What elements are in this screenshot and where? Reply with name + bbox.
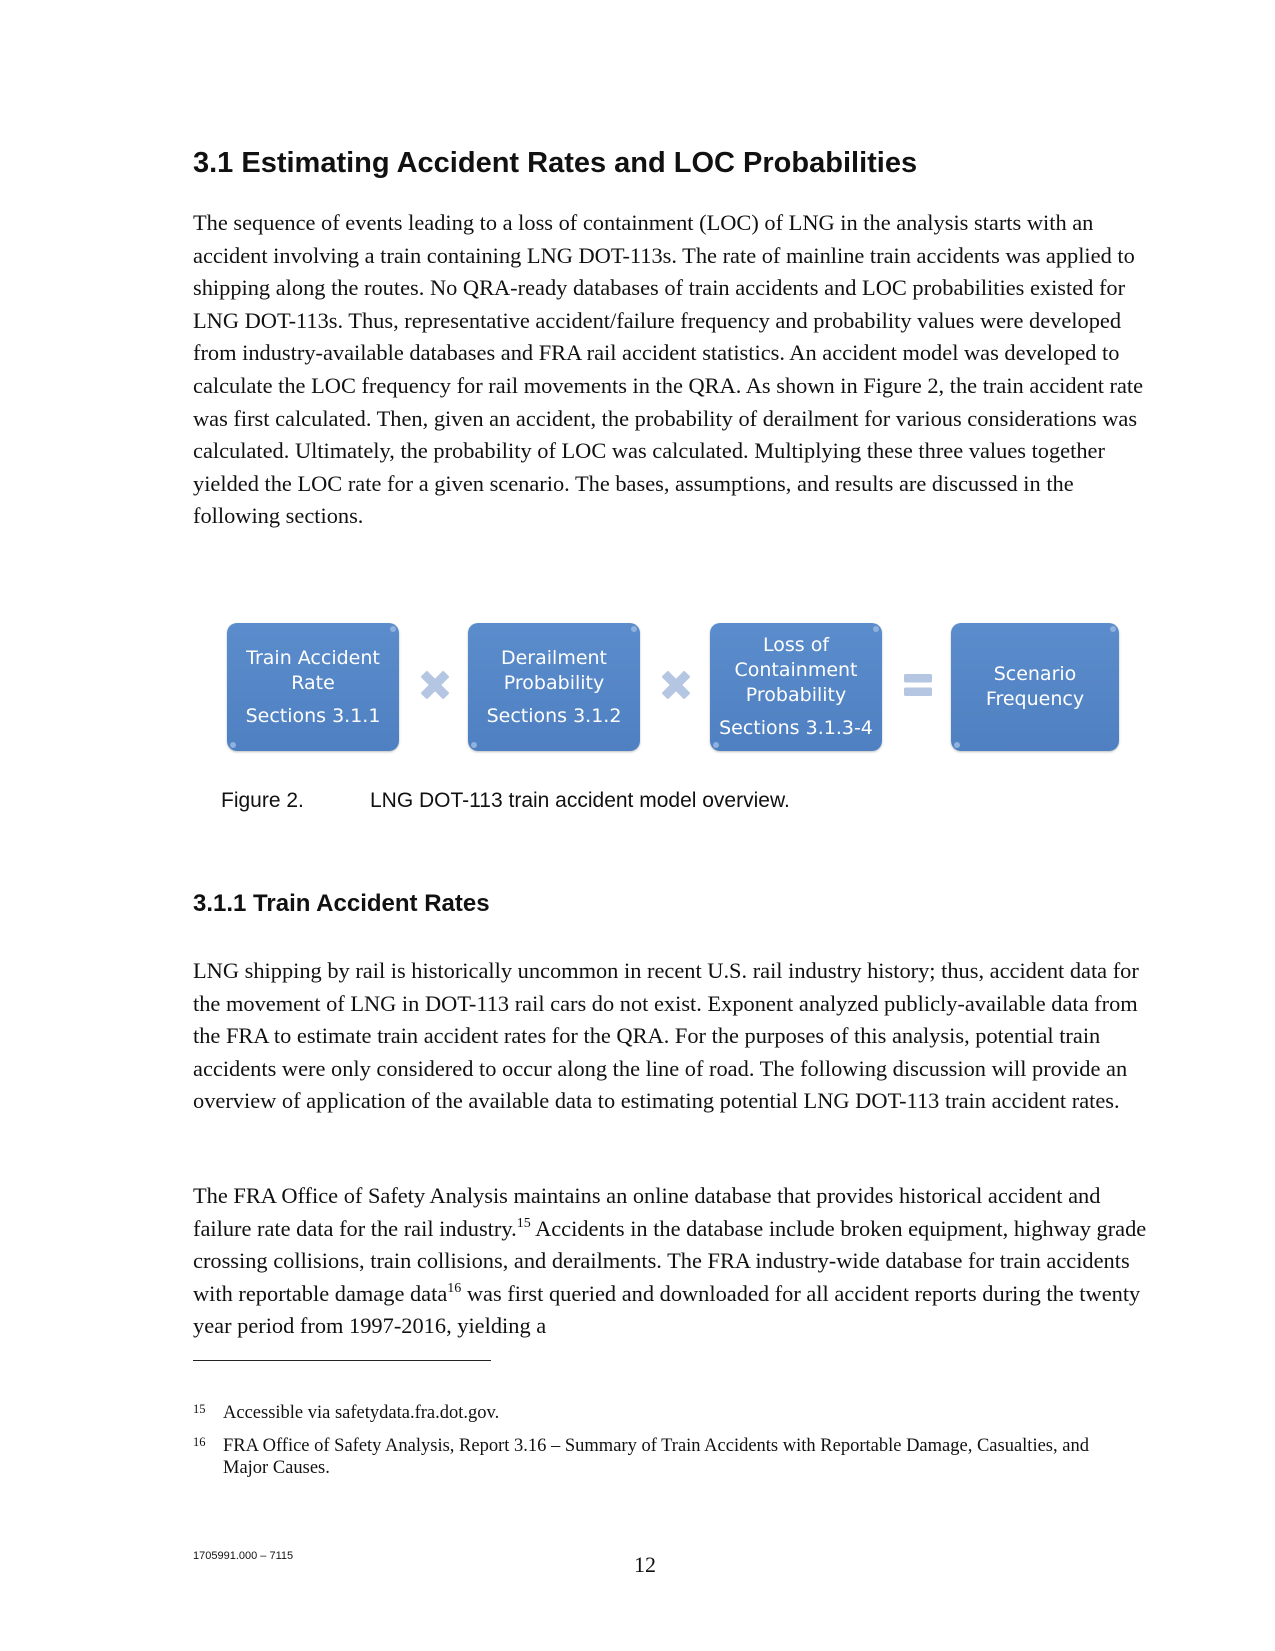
- document-id: 1705991.000 – 7115: [193, 1550, 294, 1562]
- box-corner-dot: [713, 742, 719, 748]
- footnote-number: 16: [193, 1435, 206, 1449]
- section-paragraph-text: The sequence of events leading to a loss of containment (LOC) of LNG in the analysis starts with an accident involving a train containing LNG DOT-113s. The rate of mainline train accidents was applied to shipping along the routes. No QRA-ready databases of train accidents and LOC probabilities existed for LNG DOT-113s. Thus, representative accident/failure frequency and probability values were developed from industry-available databases and FRA rail accident statistics. An accident model was developed to calculate the LOC frequency for rail movements in the QRA. As shown in Figure 2, the train accident rate was first calculated. Then, given an accident, the probability of derailment for various considerations was calculated. Ultimately, the probability of LOC was calculated. Multiplying these three values together yielded the LOC rate for a given scenario. The bases, assumptions, and results are discussed in the following sections.: [193, 210, 1144, 529]
- box-line: Scenario: [993, 663, 1077, 685]
- footnote-15: [193, 1402, 1093, 1424]
- figure-caption-text: LNG DOT-113 train accident model overview.: [370, 789, 790, 812]
- section-paragraph: [193, 207, 1153, 533]
- box-line: Probability: [745, 684, 847, 706]
- scenario-frequency-box: [951, 623, 1119, 751]
- box-line: Probability: [503, 671, 605, 694]
- multiply-icon: [418, 668, 452, 702]
- derailment-probability-box: [468, 623, 640, 751]
- box-line: Containment: [734, 659, 858, 681]
- box-line: Train Accident: [246, 646, 380, 669]
- box-corner-dot: [631, 626, 637, 632]
- subsection-paragraph-1: [193, 955, 1153, 1118]
- loss-of-containment-probability-box: [710, 623, 882, 751]
- subsection-paragraph-2: [193, 1180, 1153, 1343]
- box-section-ref: Sections 3.1.3-4: [719, 717, 873, 739]
- box-line: Loss of: [762, 634, 830, 656]
- paragraph-text-part: The FRA Office of Safety Analysis maintains an online database that provides historical accident and failure rate data for the rail industry.: [193, 1183, 1101, 1241]
- box-section-ref: Sections 3.1.1: [245, 704, 381, 727]
- footnote-16: [193, 1435, 1093, 1479]
- box-section-ref: Sections 3.1.2: [486, 704, 622, 727]
- footnote-ref-16[interactable]: 16: [447, 1280, 462, 1296]
- multiply-icon: [659, 668, 693, 702]
- box-corner-dot: [390, 626, 396, 632]
- footnote-ref-15[interactable]: 15: [516, 1215, 531, 1231]
- box-line: Rate: [291, 671, 335, 694]
- box-corner-dot: [954, 742, 960, 748]
- footnote-text: Accessible via safetydata.fra.dot.gov.: [223, 1403, 500, 1423]
- box-corner-dot: [873, 626, 879, 632]
- box-corner-dot: [230, 742, 236, 748]
- section-heading: 3.1 Estimating Accident Rates and LOC Probabilities: [193, 147, 918, 179]
- footnote-text: FRA Office of Safety Analysis, Report 3.16 – Summary of Train Accidents with Reportable Damage, Casualties, and Major Causes.: [223, 1436, 1089, 1478]
- paragraph-text-part: Accidents in the database include broken equipment, highway grade crossing collisions, train collisions, and derailments. The FRA industry-wide database for train accidents with reportable damage data: [193, 1215, 1147, 1306]
- paragraph-text: LNG shipping by rail is historically uncommon in recent U.S. rail industry history; thus, accident data for the movement of LNG in DOT-113 rail cars do not exist. Exponent analyzed publicly-available data from the FRA to estimate train accident rates for the QRA. For the purposes of this analysis, potential train accidents were only considered to occur along the line of road. The following discussion will provide an overview of application of the available data to estimating potential LNG DOT-113 train accident rates.: [193, 958, 1139, 1114]
- footnote-divider: [193, 1360, 491, 1361]
- footnote-number: 15: [193, 1402, 206, 1416]
- box-corner-dot: [471, 742, 477, 748]
- page-number: 12: [634, 1552, 656, 1577]
- box-corner-dot: [1110, 626, 1116, 632]
- paragraph-text: [193, 1180, 1153, 1343]
- figure-caption-number: Figure 2.: [221, 789, 304, 812]
- box-line: Derailment: [500, 646, 608, 669]
- equals-icon: [901, 668, 935, 702]
- paragraph-text-part: was first queried and downloaded for all accident reports during the twenty year period from 1997-2016, yielding a: [193, 1280, 1141, 1339]
- subsection-heading: 3.1.1 Train Accident Rates: [193, 890, 490, 917]
- box-line: Frequency: [985, 688, 1085, 710]
- train-accident-rate-box: [227, 623, 399, 751]
